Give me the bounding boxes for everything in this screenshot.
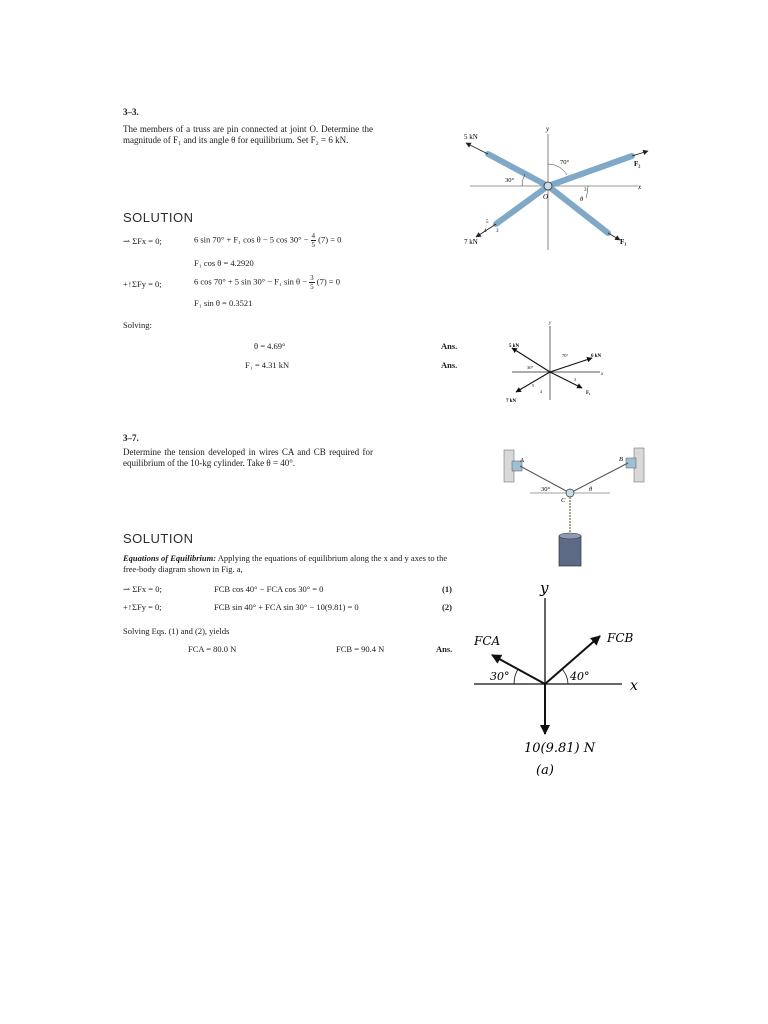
force-label-fca: FCA	[474, 634, 501, 648]
angle-label: θ	[580, 196, 584, 203]
slope-label: 5	[532, 383, 534, 388]
force-label: 7 kN	[464, 238, 478, 246]
slope-label: 4	[484, 229, 487, 234]
slope-label: 4	[540, 389, 542, 394]
ring-c	[566, 489, 574, 497]
slope-label: 3	[584, 188, 587, 193]
answer-label: Ans.	[441, 341, 458, 351]
cylinder	[559, 536, 581, 566]
fraction-numerator: 3	[310, 274, 314, 282]
fraction-denominator: 5	[311, 241, 316, 249]
equation-2	[194, 274, 340, 291]
answer-theta: θ = 4.69°	[254, 341, 286, 351]
truss-member	[488, 154, 548, 186]
equation-label: ⇀ ΣFx = 0;	[123, 584, 162, 594]
force-label-fcb: FCB	[607, 631, 634, 645]
force-f1-arrow	[608, 233, 620, 240]
cylinder-top	[559, 533, 581, 539]
point-label: C	[561, 497, 566, 504]
force-label: 5 kN	[509, 344, 520, 349]
solving-text: Solving:	[123, 320, 152, 330]
free-body-diagram	[500, 318, 610, 406]
angle-arc	[562, 669, 568, 684]
slope-label: 3	[496, 229, 499, 234]
angle-label: 40°	[570, 670, 590, 683]
fraction-numerator: 4	[311, 232, 316, 240]
equation-result: F₁ cos θ = 4.2920	[194, 258, 254, 268]
force-arrow	[550, 372, 582, 388]
x-label: x	[630, 678, 638, 694]
solution-heading: SOLUTION	[123, 531, 194, 546]
answer-f1: F₁ = 4.31 kN	[245, 360, 290, 370]
intro-text: Applying the equations of equilibrium along the x and y axes to the free-body diagram shown in Fig. a,	[123, 553, 448, 574]
problem-statement: Determine the tension developed in wires CA and CB required for equilibrium of the 10-kg cylinder. Take θ = 40°.	[123, 447, 373, 468]
weight-label: 10(9.81) N	[524, 741, 596, 756]
fraction-denominator: 5	[310, 283, 314, 291]
figure-caption: (a)	[536, 763, 554, 778]
force-label: 7 kN	[506, 399, 517, 404]
problem-number: 3–3.	[123, 107, 139, 117]
truss-member	[548, 186, 608, 233]
angle-label: 30°	[490, 670, 510, 683]
equation-number: (2)	[442, 602, 452, 612]
y-label: y	[546, 125, 550, 133]
equation-1	[194, 232, 341, 249]
solution-heading: SOLUTION	[123, 210, 194, 225]
angle-label: 70°	[560, 159, 570, 166]
fraction	[309, 274, 315, 291]
fraction	[311, 232, 317, 249]
cylinder-figure	[496, 440, 656, 572]
force-arrow	[550, 358, 592, 372]
joint-label: O	[543, 193, 549, 201]
angle-label: 30°	[505, 177, 515, 184]
force-5kn-arrow	[466, 143, 488, 154]
x-label: x	[638, 183, 642, 191]
x-label: x	[601, 372, 604, 377]
wire-cb	[570, 463, 628, 493]
slope-label: 5	[486, 220, 489, 225]
equation-number: (1)	[442, 584, 452, 594]
force-label: 5 kN	[464, 133, 478, 141]
problem-number: 3–7.	[123, 433, 139, 443]
equation-1: FCB cos 40° − FCA cos 30° = 0	[214, 584, 324, 594]
equation-label: +↑ΣFy = 0;	[123, 602, 162, 612]
angle-label: 30°	[527, 365, 534, 370]
answer-fcb: FCB = 90.4 N	[336, 644, 385, 654]
equation-result: F₁ sin θ = 0.3521	[194, 298, 253, 308]
force-label: F₁	[586, 391, 591, 396]
angle-label: θ	[589, 486, 593, 493]
force-label: 6 kN	[591, 354, 602, 359]
angle-label: 70°	[562, 353, 569, 358]
pin-joint	[544, 182, 552, 190]
problem-statement: The members of a truss are pin connected at joint O. Determine the magnitude of F₁ and its angle θ for equilibrium. Set F₂ = 6 kN.	[123, 124, 373, 145]
force-label: F₂	[634, 160, 641, 168]
equation-text: 6 sin 70° + F₁ cos θ − 5 cos 30° −	[194, 234, 309, 245]
equation-label: +↑ΣFy = 0;	[123, 279, 162, 289]
y-label: y	[549, 321, 552, 326]
equation-text: (7) = 0	[318, 234, 342, 245]
force-f2-arrow	[632, 151, 648, 156]
y-label: y	[540, 579, 549, 597]
free-body-diagram-a	[468, 572, 650, 784]
equation-text: (7) = 0	[316, 276, 340, 287]
answer-fca: FCA = 80.0 N	[188, 644, 237, 654]
equation-text: 6 cos 70° + 5 sin 30° − F₁ sin θ −	[194, 276, 307, 287]
point-label: A	[520, 457, 524, 464]
intro-heading: Equations of Equilibrium:	[123, 553, 217, 563]
truss-member	[496, 186, 548, 224]
equilibrium-intro	[123, 553, 463, 575]
answer-label: Ans.	[436, 644, 453, 654]
force-label: F₁	[620, 238, 627, 246]
point-label: B	[619, 456, 623, 463]
truss-figure	[455, 120, 655, 255]
equation-2: FCB sin 40° + FCA sin 30° − 10(9.81) = 0	[214, 602, 359, 612]
angle-arc	[514, 669, 518, 684]
angle-label: 30°	[541, 486, 551, 493]
answer-label: Ans.	[441, 360, 458, 370]
slope-label: 3	[574, 377, 576, 382]
equation-label: ⇀ ΣFx = 0;	[123, 236, 162, 246]
force-arrow	[516, 372, 550, 392]
solving-text: Solving Eqs. (1) and (2), yields	[123, 626, 230, 636]
